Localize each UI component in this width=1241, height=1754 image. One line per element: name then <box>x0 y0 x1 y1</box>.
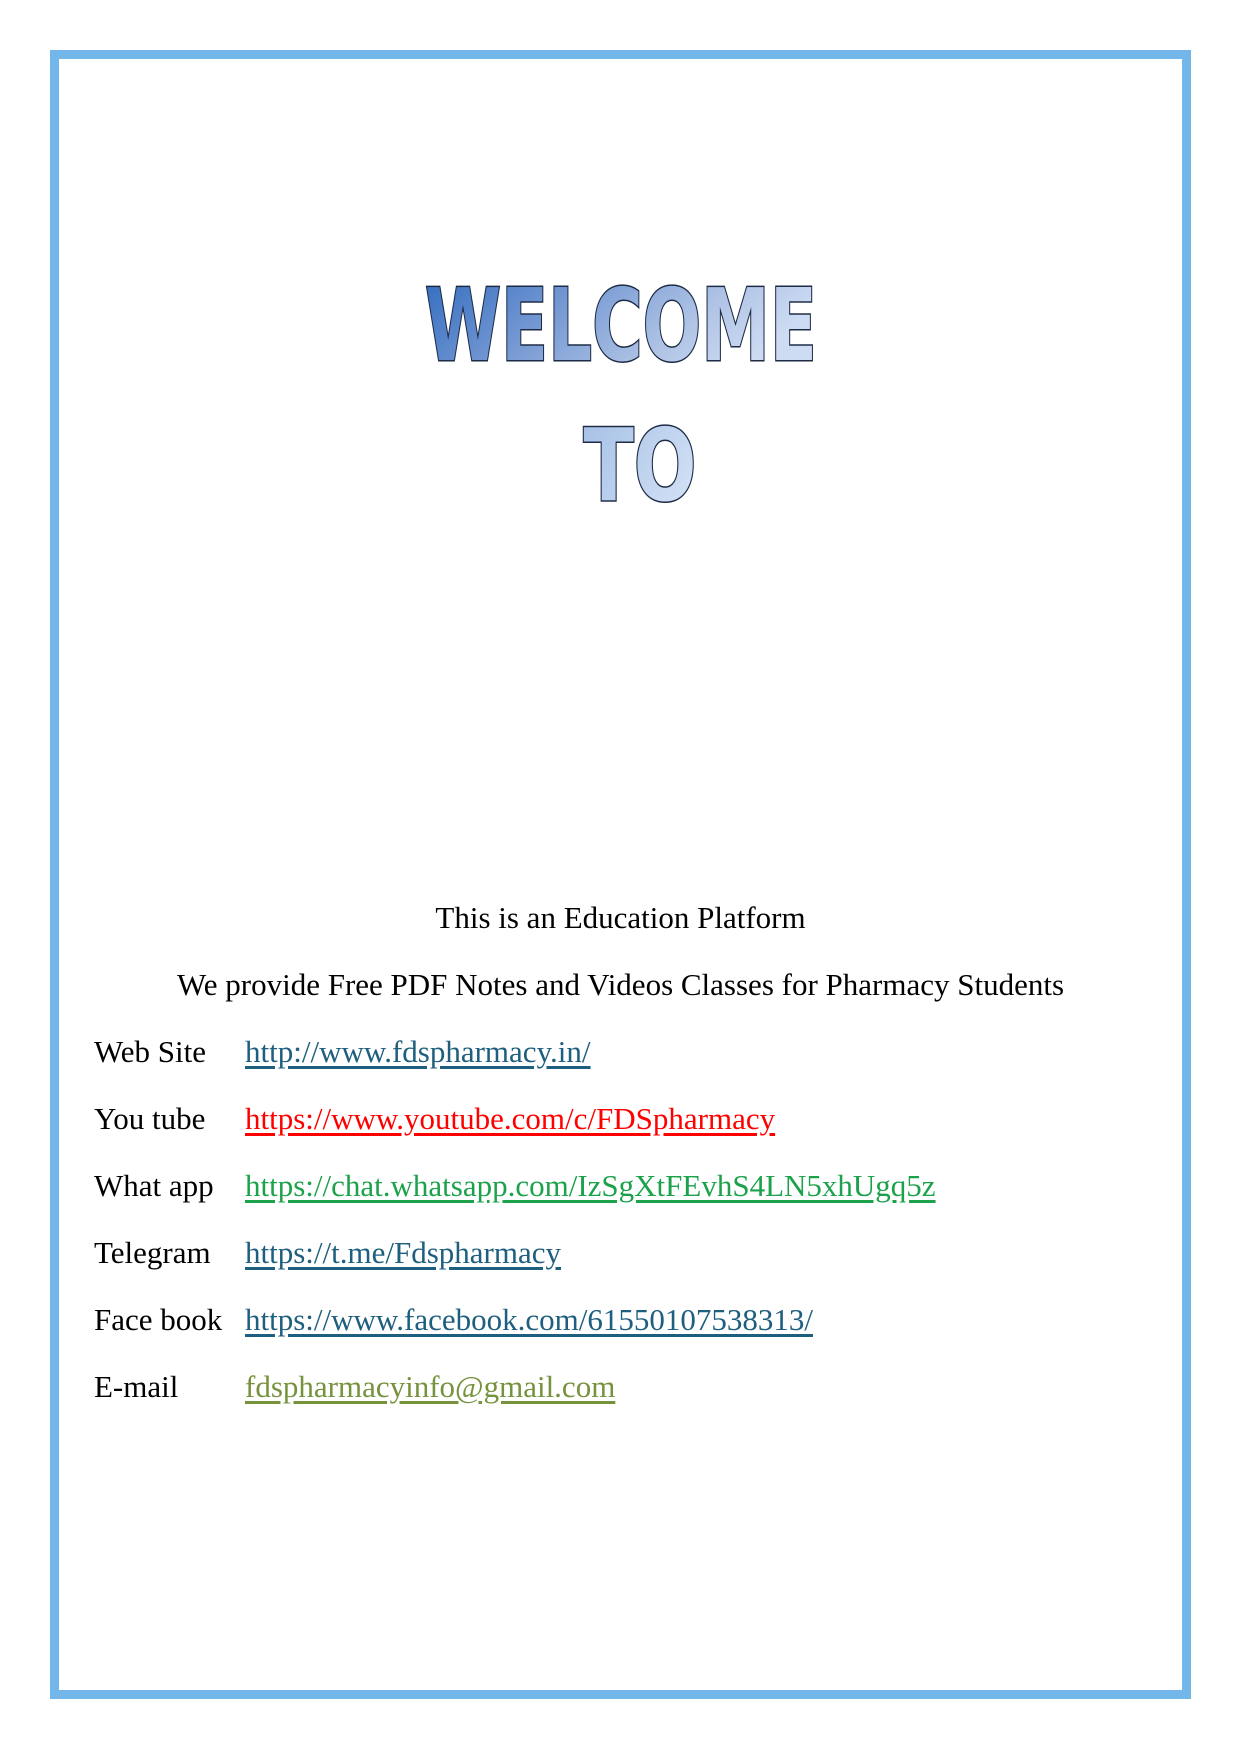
to-wordart-text: TO <box>583 407 696 520</box>
youtube-link[interactable]: https://www.youtube.com/c/FDSpharmacy <box>245 1100 776 1136</box>
email-link[interactable]: fdspharmacyinfo@gmail.com <box>245 1368 616 1404</box>
contact-row-facebook <box>0 1286 1241 1353</box>
to-wordart <box>471 390 771 520</box>
contact-label-telegram: Telegram <box>94 1234 211 1270</box>
intro-line-2: We provide Free PDF Notes and Videos Classes for Pharmacy Students <box>176 966 1065 1002</box>
contact-label-youtube: You tube <box>94 1100 206 1136</box>
website-link[interactable]: http://www.fdspharmacy.in/ <box>245 1033 591 1069</box>
contact-row-website <box>0 1018 1241 1085</box>
contact-row-youtube <box>0 1085 1241 1152</box>
welcome-wordart <box>271 250 971 380</box>
contact-row-whatsapp <box>0 1152 1241 1219</box>
contact-info-block <box>0 884 1241 1420</box>
contact-label-website: Web Site <box>94 1033 207 1069</box>
contact-label-facebook: Face book <box>94 1301 223 1337</box>
intro-line-1: This is an Education Platform <box>435 899 806 935</box>
contact-row-email <box>0 1353 1241 1420</box>
welcome-wordart-text: WELCOME <box>424 267 817 380</box>
whatsapp-link[interactable]: https://chat.whatsapp.com/IzSgXtFEvhS4LN5xhUgq5z <box>245 1167 936 1203</box>
contact-label-email: E-mail <box>94 1368 179 1404</box>
facebook-link[interactable]: https://www.facebook.com/61550107538313/ <box>245 1301 813 1337</box>
contact-label-whatsapp: What app <box>94 1167 214 1203</box>
telegram-link[interactable]: https://t.me/Fdspharmacy <box>245 1234 561 1270</box>
contact-row-telegram <box>0 1219 1241 1286</box>
